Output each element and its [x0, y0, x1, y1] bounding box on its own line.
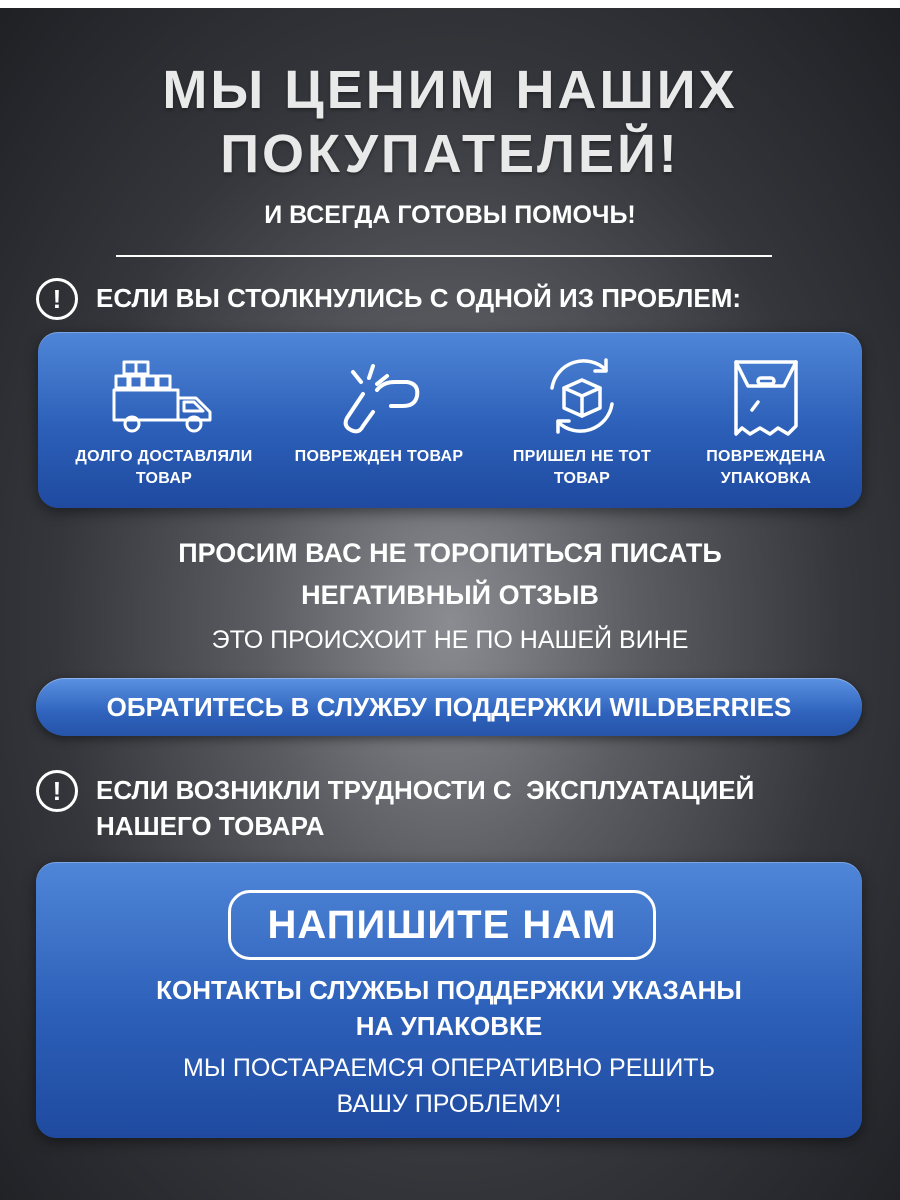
- package-icon: [730, 356, 802, 440]
- warning-usage-line-1: ЕСЛИ ВОЗНИКЛИ ТРУДНОСТИ С ЭКСПЛУАТАЦИЕЙ: [96, 775, 755, 805]
- problem-label: [48, 446, 280, 490]
- review-request-line-2: НЕГАТИВНЫЙ ОТЗЫВ: [301, 580, 599, 610]
- problem-label-line-2: ТОВАР: [135, 470, 193, 487]
- not-our-fault-note: ЭТО ПРОИСХОИТ НЕ ПО НАШЕЙ ВИНЕ: [211, 626, 689, 654]
- title-line-1: МЫ ЦЕНИМ НАШИХ: [162, 60, 738, 120]
- warning-problems-text: ЕСЛИ ВЫ СТОЛКНУЛИСЬ С ОДНОЙ ИЗ ПРОБЛЕМ:: [96, 283, 742, 313]
- resolve-note-line-2: ВАШУ ПРОБЛЕМУ!: [336, 1090, 562, 1118]
- exclamation-icon: !: [36, 770, 78, 812]
- truck-icon: [110, 358, 218, 438]
- write-us-button[interactable]: НАПИШИТЕ НАМ: [228, 890, 656, 960]
- problem-label-line-2: УПАКОВКА: [720, 470, 812, 487]
- problem-item-damaged-goods: [274, 332, 484, 508]
- review-request: [0, 532, 900, 616]
- problem-item-wrong-item: [490, 332, 674, 508]
- problem-item-late-delivery: [48, 332, 280, 508]
- support-contacts-text: [36, 972, 862, 1044]
- problem-label-line-1: ПОВРЕЖДЕН ТОВАР: [294, 448, 464, 465]
- top-border: [0, 0, 900, 8]
- exclamation-icon: !: [36, 278, 78, 320]
- problem-label: [490, 446, 674, 490]
- problem-label-line-1: ПРИШЕЛ НЕ ТОТ: [512, 448, 652, 465]
- divider: [116, 255, 772, 257]
- problems-panel: [38, 332, 862, 508]
- write-us-panel: [36, 862, 862, 1138]
- broken-chain-icon: [329, 358, 429, 438]
- warning-usage: [36, 770, 754, 844]
- review-request-line-1: ПРОСИМ ВАС НЕ ТОРОПИТЬСЯ ПИСАТЬ: [178, 538, 722, 568]
- problem-label-line-1: ДОЛГО ДОСТАВЛЯЛИ: [75, 448, 253, 465]
- box-return-icon: [540, 354, 624, 438]
- page-title: [0, 58, 900, 186]
- support-contacts-line-2: НА УПАКОВКЕ: [355, 1011, 543, 1041]
- page-subtitle: И ВСЕГДА ГОТОВЫ ПОМОЧЬ!: [264, 201, 636, 229]
- contact-support-button[interactable]: ОБРАТИТЕСЬ В СЛУЖБУ ПОДДЕРЖКИ WILDBERRIES: [36, 678, 862, 736]
- warning-problems: [36, 278, 741, 320]
- problem-label-line-2: ТОВАР: [553, 470, 611, 487]
- problem-label: [678, 446, 854, 490]
- problem-item-damaged-package: [678, 332, 854, 508]
- resolve-note-line-1: МЫ ПОСТАРАЕМСЯ ОПЕРАТИВНО РЕШИТЬ: [183, 1054, 715, 1082]
- warning-usage-text: [96, 770, 754, 844]
- resolve-note: [36, 1050, 862, 1122]
- support-contacts-line-1: КОНТАКТЫ СЛУЖБЫ ПОДДЕРЖКИ УКАЗАНЫ: [156, 975, 742, 1005]
- problem-label-line-1: ПОВРЕЖДЕНА: [706, 448, 826, 465]
- warning-usage-line-2: НАШЕГО ТОВАРА: [96, 811, 325, 841]
- title-line-2: ПОКУПАТЕЛЕЙ!: [220, 124, 680, 184]
- problem-label: [274, 446, 484, 468]
